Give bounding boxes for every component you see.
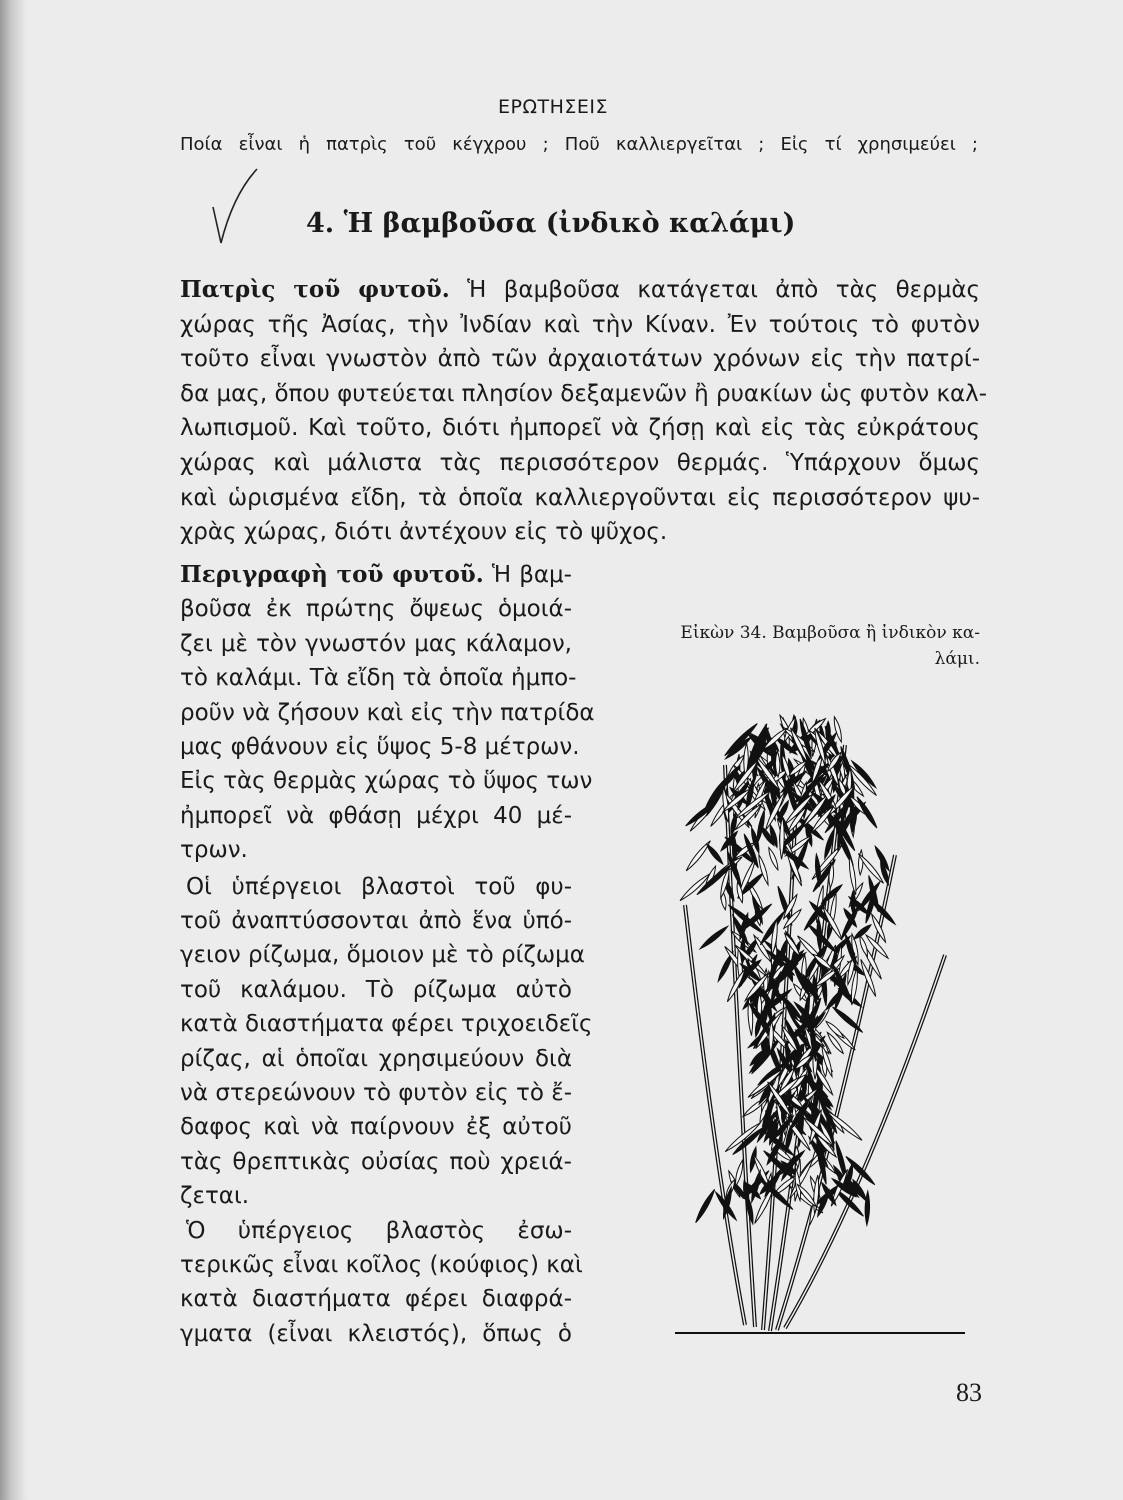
line-text: ρίζας, αἱ ὁποῖαι χρησιμεύουν διὰ <box>180 1045 572 1072</box>
bamboo-leaf <box>817 918 822 952</box>
bamboo-leaf <box>822 885 842 903</box>
text-line <box>180 698 595 728</box>
text-line <box>180 594 572 624</box>
text-line <box>180 448 980 478</box>
line-text: ζει μὲ τὸν γνωστόν μας κάλαμον, <box>180 630 572 657</box>
text-line <box>180 940 585 970</box>
line-text: ζεται. <box>180 1183 250 1210</box>
line-text: ἠμπορεῖ νὰ φθάσῃ μέχρι 40 μέ- <box>180 802 572 829</box>
text-line <box>180 1250 583 1280</box>
text-line <box>180 766 593 796</box>
line-text: χρὰς χώρας, διότι ἀντέχουν εἰς τὸ ψῦχος. <box>180 519 668 546</box>
line-text: γειον ρίζωμα, ὅμοιον μὲ τὸ ρίζωμα <box>180 942 585 969</box>
text-line <box>180 1009 593 1039</box>
line-text: Ἡ βαμβοῦσα κατάγεται ἀπὸ τὰς θερμὰς <box>467 277 981 303</box>
line-text: δα μας, ὅπου φυτεύεται πλησίον δεξαμενῶν ἢ ρυακίων ὡς φυτὸν καλ- <box>180 380 988 407</box>
bamboo-leaf <box>759 855 768 885</box>
text-line <box>180 1147 572 1177</box>
questions-heading: ΕΡΩΤΗΣΕΙΣ <box>498 96 608 118</box>
review-question: Ποία εἶναι ἡ πατρὶς τοῦ κέγχρου ; Ποῦ καλλιεργεῖται ; Εἰς τί χρησιμεύει ; <box>180 134 978 155</box>
text-line <box>180 1284 572 1314</box>
text-line <box>180 629 572 659</box>
text-line <box>180 379 988 409</box>
line-text: βοῦσα ἐκ πρώτης ὄψεως ὁμοιά- <box>180 596 572 623</box>
line-text: τερικῶς εἶναι κοῖλος (κούφιος) καὶ <box>180 1252 583 1278</box>
text-line <box>180 413 980 443</box>
line-text: χώρας καὶ μάλιστα τὰς περισσότερον θερμάς. Ὑπάρχουν ὅμως <box>180 450 980 476</box>
paragraph-lead: Πατρὶς τοῦ φυτοῦ. <box>180 276 450 303</box>
caption-line: λάμι. <box>934 649 980 669</box>
bamboo-leaf <box>865 1191 869 1225</box>
line-text: τὸ καλάμι. Τὰ εἴδη τὰ ὁποῖα ἠμπο- <box>180 665 577 692</box>
text-line <box>180 663 577 693</box>
section-title: 4. Ἡ βαμβοῦσα (ἰνδικὸ καλάμι) <box>306 208 796 239</box>
text-line <box>180 483 980 513</box>
bamboo-leaf <box>757 810 764 843</box>
line-text: Εἰς τὰς θερμὰς χώρας τὸ ὕψος των <box>180 768 593 795</box>
text-line <box>180 801 572 831</box>
line-text: κατὰ διαστήματα φέρει τριχοειδεῖς <box>180 1011 593 1038</box>
line-text: τοῦ ἀναπτύσσονται ἀπὸ ἕνα ὑπό- <box>180 908 572 934</box>
bamboo-leaf <box>769 848 778 870</box>
line-text: τὰς θρεπτικὰς οὐσίας ποὺ χρειά- <box>180 1148 572 1175</box>
line-text: νὰ στερεώνουν τὸ φυτὸν εἰς τὸ ἔ- <box>180 1080 572 1106</box>
text-line <box>180 835 572 865</box>
line-text: μας φθάνουν εἰς ὕψος 5-8 μέτρων. <box>180 734 580 760</box>
line-text: λωπισμοῦ. Καὶ τοῦτο, διότι ἠμπορεῖ νὰ ζήσῃ καὶ εἰς τὰς εὐκράτους <box>180 415 980 442</box>
text-line <box>180 975 572 1005</box>
bamboo-leaf <box>736 1160 743 1186</box>
text-line <box>180 732 580 762</box>
line-text: καὶ ὡρισμένα εἴδη, τὰ ὁποῖα καλλιεργοῦνται εἰς περισσότερον ψυ- <box>180 484 980 511</box>
text-line <box>180 1319 572 1349</box>
text-line <box>180 517 980 547</box>
text-line <box>180 275 980 305</box>
line-text: τοῦτο εἶναι γνωστὸν ἀπὸ τῶν ἀρχαιοτάτων χρόνων εἰς τὴν πατρί- <box>180 346 980 373</box>
bamboo-leaf <box>834 717 841 742</box>
bamboo-illustration <box>595 705 990 1345</box>
line-text: γματα (εἶναι κλειστός), ὅπως ὁ <box>180 1320 572 1347</box>
line-text: ροῦν νὰ ζήσουν καὶ εἰς τὴν πατρίδα <box>180 699 595 726</box>
caption-line: Εἰκὼν 34. Βαμβοῦσα ἢ ἰνδικὸν κα- <box>680 623 980 643</box>
text-line <box>180 344 980 374</box>
bamboo-leaf <box>857 797 877 828</box>
text-line <box>186 872 572 902</box>
line-text: Ὁ ὑπέργειος βλαστὸς ἐσω- <box>186 1217 572 1244</box>
line-text: Ἡ βαμ- <box>491 562 572 588</box>
handwritten-check-mark <box>205 165 265 250</box>
bamboo-leaf <box>696 1189 715 1222</box>
bamboo-leaf <box>860 936 867 957</box>
bamboo-leaf <box>707 844 723 864</box>
text-line <box>186 1216 572 1246</box>
bamboo-leaf <box>700 926 728 948</box>
text-line <box>180 560 572 590</box>
line-text: τοῦ καλάμου. Τὸ ρίζωμα αὐτὸ <box>180 976 572 1003</box>
line-text: τρων. <box>180 837 248 864</box>
text-line <box>180 1078 572 1108</box>
text-line <box>180 1044 572 1074</box>
text-line <box>180 310 980 340</box>
line-text: χώρας τῆς Ἀσίας, τὴν Ἰνδίαν καὶ τὴν Κίναν. Ἐν τούτοις τὸ φυτὸν <box>180 311 980 338</box>
text-line <box>180 906 572 936</box>
page-number: 83 <box>956 1378 982 1407</box>
line-text: δαφος καὶ νὰ παίρνουν ἐξ αὐτοῦ <box>180 1114 572 1141</box>
paragraph-lead: Περιγραφὴ τοῦ φυτοῦ. <box>180 561 484 588</box>
line-text: κατὰ διαστήματα φέρει διαφρά- <box>180 1286 572 1313</box>
text-line <box>180 1181 572 1211</box>
book-binding-edge <box>0 0 28 1500</box>
line-text: Οἱ ὑπέργειοι βλαστοὶ τοῦ φυ- <box>186 873 572 900</box>
text-line <box>180 1112 572 1142</box>
figure-caption <box>618 620 980 672</box>
